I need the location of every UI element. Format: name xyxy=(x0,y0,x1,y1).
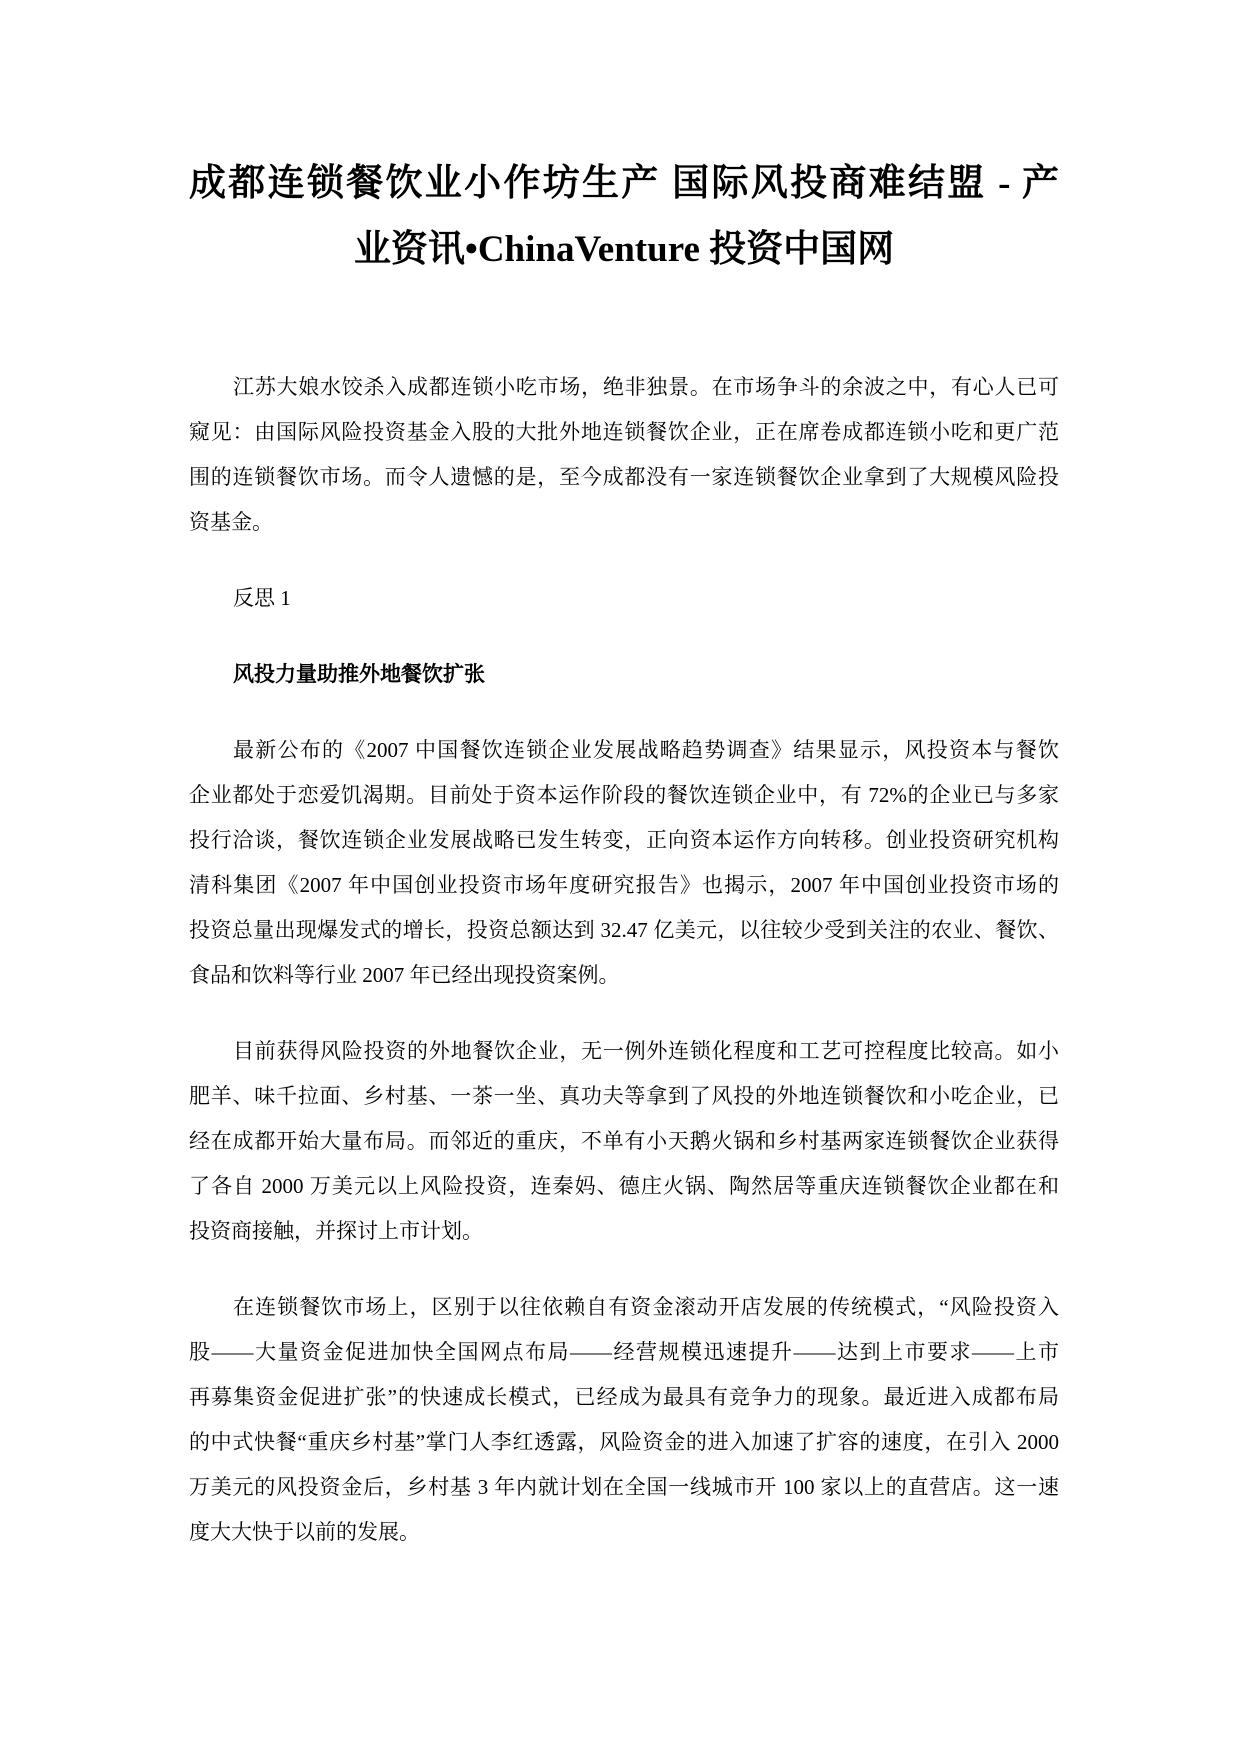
title-line-2: 业资讯•ChinaVenture 投资中国网 xyxy=(353,229,895,270)
paragraph-intro xyxy=(189,365,1059,545)
intro-line-2: 窥见：由国际风险投资基金入股的大批外地连锁餐饮企业，正在席卷成都连锁小吃和更广范 xyxy=(189,420,1059,444)
paragraph-1-line-2: 企业都处于恋爱饥渴期。目前处于资本运作阶段的餐饮连锁企业中，有 72%的企业已与多家 xyxy=(189,783,1059,807)
paragraph-1-line-3: 投行洽谈，餐饮连锁企业发展战略已发生转变，正向资本运作方向转移。创业投资研究机构 xyxy=(189,828,1059,852)
paragraph-2 xyxy=(189,1029,1059,1254)
intro-line-4: 资基金。 xyxy=(189,510,273,534)
paragraph-3-line-3: 再募集资金促进扩张”的快速成长模式，已经成为最具有竞争力的现象。最近进入成都布局 xyxy=(189,1385,1059,1409)
section-heading-block xyxy=(189,652,1059,697)
paragraph-3-line-1: 在连锁餐饮市场上，区别于以往依赖自有资金滚动开店发展的传统模式，“风险投资入 xyxy=(233,1295,1059,1319)
paragraph-3-line-6: 度大大快于以前的发展。 xyxy=(189,1520,420,1544)
section-label-block xyxy=(189,576,1059,621)
paragraph-1-line-4: 清科集团《2007 年中国创业投资市场年度研究报告》也揭示，2007 年中国创业投资市场的 xyxy=(189,873,1059,897)
intro-line-1: 江苏大娘水饺杀入成都连锁小吃市场，绝非独景。在市场争斗的余波之中，有心人已可 xyxy=(233,375,1059,399)
paragraph-3-line-5: 万美元的风投资金后，乡村基 3 年内就计划在全国一线城市开 100 家以上的直营店。这一速 xyxy=(189,1475,1059,1499)
paragraph-2-line-2: 肥羊、味千拉面、乡村基、一茶一坐、真功夫等拿到了风投的外地连锁餐饮和小吃企业，已 xyxy=(189,1084,1059,1108)
paragraph-2-line-3: 经在成都开始大量布局。而邻近的重庆，不单有小天鹅火锅和乡村基两家连锁餐饮企业获得 xyxy=(189,1129,1059,1153)
article-title xyxy=(189,151,1059,283)
paragraph-3-line-2: 股——大量资金促进加快全国网点布局——经营规模迅速提升——达到上市要求——上市 xyxy=(189,1340,1059,1364)
paragraph-1-line-1: 最新公布的《2007 中国餐饮连锁企业发展战略趋势调查》结果显示，风投资本与餐饮 xyxy=(233,738,1059,762)
paragraph-3 xyxy=(189,1285,1059,1555)
document-content xyxy=(189,151,1059,1586)
intro-line-3: 围的连锁餐饮市场。而令人遗憾的是，至今成都没有一家连锁餐饮企业拿到了大规模风险投 xyxy=(189,465,1059,489)
title-line-1: 成都连锁餐饮业小作坊生产 国际风投商难结盟 - 产 xyxy=(189,163,1059,204)
article-body xyxy=(189,365,1059,1555)
paragraph-2-line-4: 了各自 2000 万美元以上风险投资，连秦妈、德庄火锅、陶然居等重庆连锁餐饮企业都在和 xyxy=(189,1174,1059,1198)
section-label: 反思 1 xyxy=(233,586,291,610)
paragraph-3-line-4: 的中式快餐“重庆乡村基”掌门人李红透露，风险资金的进入加速了扩容的速度，在引入 2000 xyxy=(189,1430,1059,1454)
paragraph-1-line-5: 投资总量出现爆发式的增长，投资总额达到 32.47 亿美元，以往较少受到关注的农业、餐饮、 xyxy=(189,918,1059,942)
paragraph-1-line-6: 食品和饮料等行业 2007 年已经出现投资案例。 xyxy=(189,963,620,987)
section-heading: 风投力量助推外地餐饮扩张 xyxy=(233,662,485,686)
paragraph-2-line-1: 目前获得风险投资的外地餐饮企业，无一例外连锁化程度和工艺可控程度比较高。如小 xyxy=(233,1039,1059,1063)
paragraph-2-line-5: 投资商接触，并探讨上市计划。 xyxy=(189,1219,483,1243)
paragraph-1 xyxy=(189,728,1059,998)
